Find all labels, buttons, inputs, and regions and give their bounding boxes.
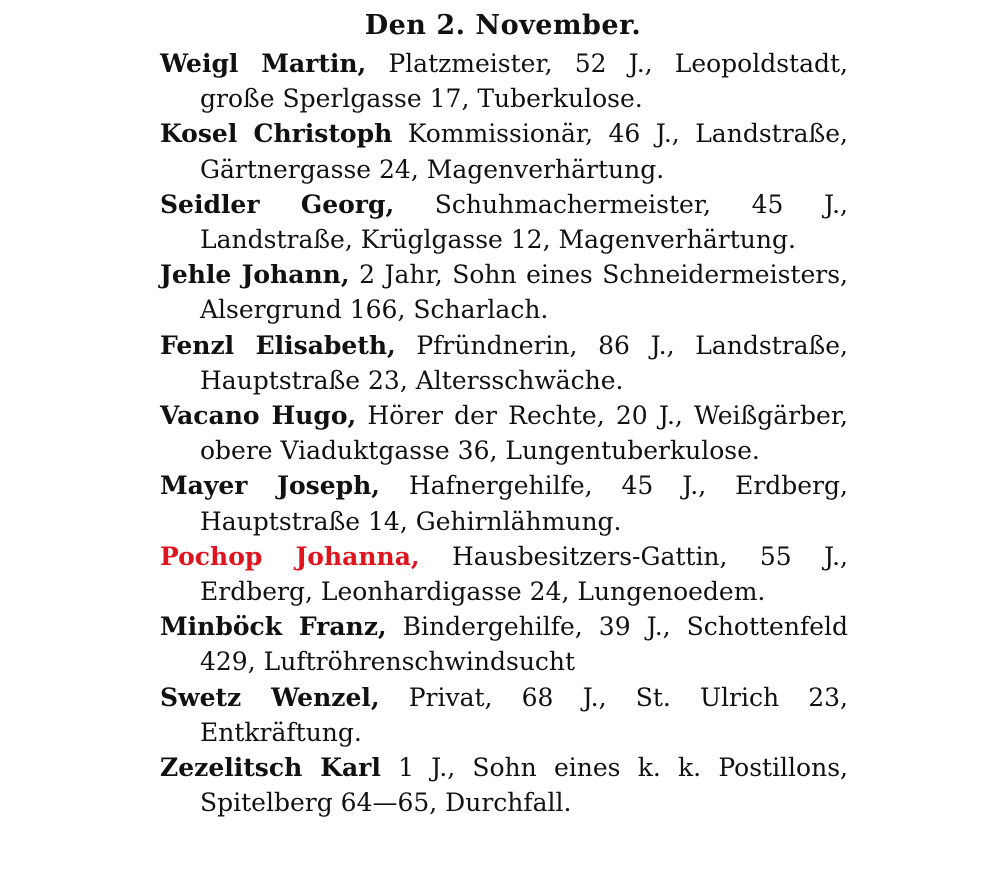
entry-details: Privat, 68 J., St. Ulrich 23, Entkräftung. — [200, 682, 849, 747]
death-register-list — [160, 46, 848, 820]
entry-name: Mayer Joseph, — [160, 471, 380, 501]
register-entry — [160, 116, 848, 186]
entry-details: Platzmeister, 52 J., Leopoldstadt, große Sperlgasse 17, Tuberkulose. — [200, 49, 848, 114]
register-entry — [160, 187, 848, 257]
register-entry — [160, 750, 848, 820]
register-entry — [160, 328, 848, 398]
register-entry — [160, 468, 848, 538]
date-heading: Den 2. November. — [364, 10, 642, 41]
entry-details: Schuhmachermeister, 45 J., Landstraße, Krüglgasse 12, Magenverhärtung. — [200, 189, 848, 255]
register-entry — [160, 257, 848, 327]
entry-details: 2 Jahr, Sohn eines Schneidermeisters, Alsergrund 166, Scharlach. — [200, 260, 848, 325]
entry-details: Bindergehilfe, 39 J., Schottenfeld 429, Luftröhrenschwindsucht — [200, 612, 848, 677]
entry-name-highlighted: Pochop Johanna, — [160, 541, 420, 571]
entry-name: Zezelitsch Karl — [160, 753, 381, 783]
entry-details: Kommissionär, 46 J., Landstraße, Gärtnergasse 24, Magenverhärtung. — [200, 119, 848, 184]
entry-name: Jehle Johann, — [160, 260, 350, 290]
entry-details: Hausbesitzers-Gattin, 55 J., Erdberg, Leonhardigasse 24, Lungenoedem. — [200, 541, 848, 607]
entry-details: 1 J., Sohn eines k. k. Postillons, Spitelberg 64—65, Durchfall. — [200, 753, 848, 818]
entry-details: Hafnergehilfe, 45 J., Erdberg, Hauptstraße 14, Gehirnlähmung. — [200, 471, 848, 536]
entry-name: Swetz Wenzel, — [160, 682, 380, 712]
entry-name: Minböck Franz, — [160, 612, 387, 642]
entry-name: Seidler Georg, — [160, 189, 395, 219]
register-entry — [160, 680, 848, 750]
register-entry-highlighted — [160, 539, 848, 609]
entry-details: Hörer der Rechte, 20 J., Weißgärber, obere Viaduktgasse 36, Lungentuberkulose. — [200, 401, 848, 466]
entry-name: Fenzl Elisabeth, — [160, 330, 396, 360]
entry-name: Vacano Hugo, — [160, 401, 357, 431]
register-entry — [160, 609, 848, 679]
register-entry — [160, 46, 848, 116]
entry-details: Pfründnerin, 86 J., Landstraße, Hauptstraße 23, Altersschwäche. — [200, 330, 848, 395]
entry-name: Weigl Martin, — [160, 49, 367, 78]
register-entry — [160, 398, 848, 468]
entry-name: Kosel Christoph — [160, 119, 393, 149]
